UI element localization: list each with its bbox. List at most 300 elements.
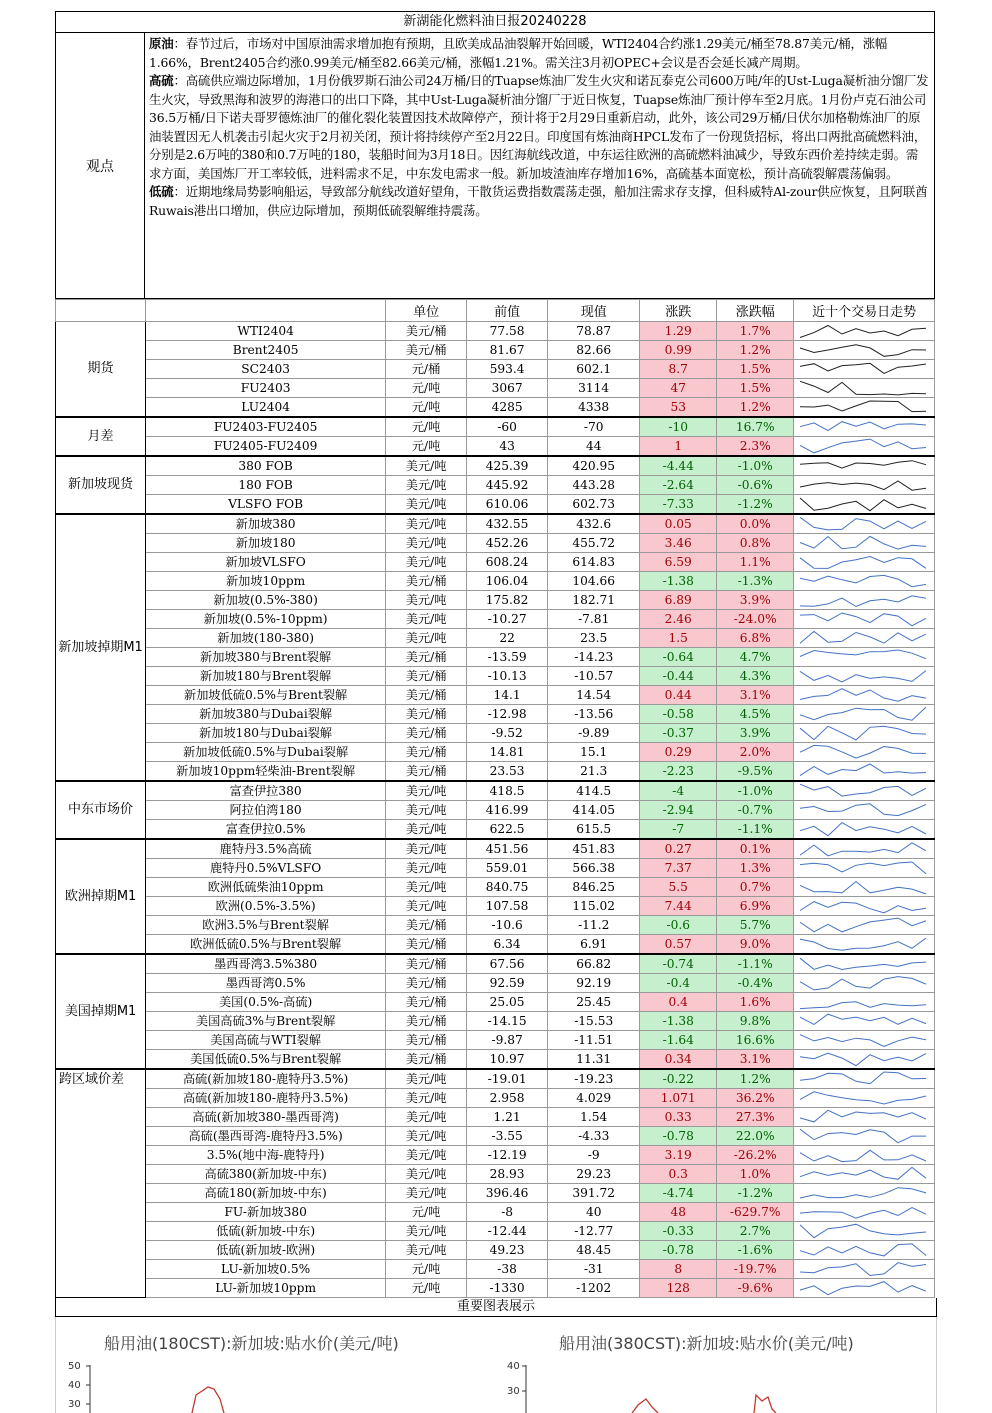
item-name-cell: 美国(0.5%-高硫) (146, 993, 386, 1012)
unit-cell: 元/吨 (386, 379, 467, 398)
header-blank-cat (56, 300, 146, 322)
change-cell: -0.37 (640, 724, 717, 743)
change-cell: 1 (640, 437, 717, 457)
item-name-cell: 鹿特丹0.5%VLSFO (146, 859, 386, 878)
prev-value-cell: 445.92 (467, 476, 548, 495)
item-name-cell: LU-新加坡10ppm (146, 1279, 386, 1298)
prev-value-cell: -38 (467, 1260, 548, 1279)
trend-sparkline (794, 1069, 935, 1089)
curr-value-cell: -10.57 (548, 667, 640, 686)
prev-value-cell: 2.958 (467, 1089, 548, 1108)
chart-180cst-ytick: 50 (68, 1361, 81, 1372)
prev-value-cell: -8 (467, 1203, 548, 1222)
table-row (56, 1031, 935, 1050)
prev-value-cell: 43 (467, 437, 548, 457)
unit-cell: 美元/桶 (386, 743, 467, 762)
prev-value-cell: 77.58 (467, 322, 548, 341)
change-cell: -0.22 (640, 1069, 717, 1089)
trend-sparkline (794, 762, 935, 782)
header-blank-name (146, 300, 386, 322)
item-name-cell: 美国低硫0.5%与Brent裂解 (146, 1050, 386, 1070)
item-name-cell: 新加坡(0.5%-10ppm) (146, 610, 386, 629)
prev-value-cell: 49.23 (467, 1241, 548, 1260)
item-name-cell: 鹿特丹3.5%高硫 (146, 839, 386, 859)
table-row (56, 417, 935, 437)
prev-value-cell: -9.52 (467, 724, 548, 743)
table-row (56, 1146, 935, 1165)
item-name-cell: LU2404 (146, 398, 386, 418)
curr-value-cell: 414.5 (548, 781, 640, 801)
table-row (56, 1127, 935, 1146)
unit-cell: 元/吨 (386, 1279, 467, 1298)
curr-value-cell: 44 (548, 437, 640, 457)
category-cell: 新加坡现货 (56, 456, 146, 514)
curr-value-cell: -31 (548, 1260, 640, 1279)
curr-value-cell: 82.66 (548, 341, 640, 360)
prev-value-cell: 175.82 (467, 591, 548, 610)
table-row (56, 572, 935, 591)
prev-value-cell: -12.98 (467, 705, 548, 724)
change-cell: 8.7 (640, 360, 717, 379)
table-row (56, 534, 935, 553)
item-name-cell: 新加坡180 (146, 534, 386, 553)
prev-value-cell: -10.6 (467, 916, 548, 935)
unit-cell: 美元/桶 (386, 916, 467, 935)
change-pct-cell: 1.1% (717, 553, 794, 572)
prev-value-cell: -12.44 (467, 1222, 548, 1241)
change-cell: 0.4 (640, 993, 717, 1012)
trend-sparkline (794, 322, 935, 341)
unit-cell: 美元/桶 (386, 954, 467, 974)
curr-value-cell: 40 (548, 1203, 640, 1222)
prev-value-cell: 559.01 (467, 859, 548, 878)
prev-value-cell: 106.04 (467, 572, 548, 591)
table-row (56, 1108, 935, 1127)
charts-title: 重要图表展示 (55, 1298, 937, 1317)
trend-sparkline (794, 743, 935, 762)
curr-value-cell: 66.82 (548, 954, 640, 974)
trend-sparkline (794, 534, 935, 553)
curr-value-cell: 1.54 (548, 1108, 640, 1127)
change-pct-cell: -1.3% (717, 572, 794, 591)
unit-cell: 美元/吨 (386, 476, 467, 495)
unit-cell: 美元/吨 (386, 629, 467, 648)
unit-cell: 美元/吨 (386, 1127, 467, 1146)
prev-value-cell: 451.56 (467, 839, 548, 859)
category-cell: 期货 (56, 322, 146, 418)
view-text (145, 33, 934, 298)
prev-value-cell: 28.93 (467, 1165, 548, 1184)
trend-sparkline (794, 476, 935, 495)
curr-value-cell: 29.23 (548, 1165, 640, 1184)
curr-value-cell: 25.45 (548, 993, 640, 1012)
change-cell: -7 (640, 820, 717, 840)
item-name-cell: Brent2405 (146, 341, 386, 360)
table-row (56, 1279, 935, 1298)
table-row (56, 553, 935, 572)
unit-cell: 美元/吨 (386, 1165, 467, 1184)
unit-cell: 美元/桶 (386, 762, 467, 782)
chart-fragments (56, 1317, 936, 1413)
unit-cell: 美元/吨 (386, 610, 467, 629)
table-row (56, 360, 935, 379)
prev-value-cell: 10.97 (467, 1050, 548, 1070)
change-cell: 6.59 (640, 553, 717, 572)
unit-cell: 美元/桶 (386, 705, 467, 724)
unit-cell: 美元/桶 (386, 667, 467, 686)
table-row (56, 1050, 935, 1070)
table-row (56, 974, 935, 993)
report-sheet (55, 11, 935, 1413)
curr-value-cell: -7.81 (548, 610, 640, 629)
curr-value-cell: 23.5 (548, 629, 640, 648)
curr-value-cell: -1202 (548, 1279, 640, 1298)
trend-sparkline (794, 667, 935, 686)
change-cell: 0.34 (640, 1050, 717, 1070)
item-name-cell: 新加坡(0.5%-380) (146, 591, 386, 610)
view-paragraph-hsfo (149, 72, 930, 183)
chart-380cst-ytick: 40 (507, 1361, 520, 1372)
change-cell: 7.44 (640, 897, 717, 916)
prev-value-cell: -10.13 (467, 667, 548, 686)
hsfo-text: ：高硫供应端边际增加，1月份俄罗斯石油公司24万桶/日的Tuapse炼油厂发生火灾和诺瓦泰克公司600万吨/年的Ust-Luga凝析油分馏厂发生火灾，导致黑海和波罗的海港口的出口下降，其中Ust-Luga凝析油分馏厂于近日恢复，Tuapse炼油厂预计停车至2月底。1月份卢克石油公司36.5万桶/日下诺夫哥罗德炼油厂的催化裂化装置因技术故障停产，预计将于2月29日重新启动，此外，该公司29万桶/日伏尔加格勒炼油厂的原油装置因无人机袭击引起火灾于2月初关闭，预计将持续停产至2月22日。印度国有炼油商HPCL发布了一份现货招标，将出口两批高硫燃料油，分别是2.6万吨的380和0.7万吨的180，装船时间为3月18日。因红海航线改道，中东运往欧洲的高硫燃料油减少，导致东西价差持续走弱。需求方面，美国炼厂开工率较低，进料需求不足，中东发电需求一般。新加坡渣油库存增加16%，高硫基本面宽松，预计高硫裂解震荡偏弱。 (149, 73, 929, 181)
change-cell: 8 (640, 1260, 717, 1279)
prev-value-cell: -10.27 (467, 610, 548, 629)
unit-cell: 美元/桶 (386, 1012, 467, 1031)
view-label: 观点 (56, 33, 145, 298)
item-name-cell: SC2403 (146, 360, 386, 379)
change-pct-cell: 16.7% (717, 417, 794, 437)
trend-sparkline (794, 610, 935, 629)
unit-cell: 美元/吨 (386, 1108, 467, 1127)
unit-cell: 美元/吨 (386, 878, 467, 897)
item-name-cell: 180 FOB (146, 476, 386, 495)
change-cell: 7.37 (640, 859, 717, 878)
change-cell: 0.05 (640, 514, 717, 534)
curr-value-cell: 15.1 (548, 743, 640, 762)
crude-heading: 原油 (149, 36, 174, 51)
trend-sparkline (794, 1184, 935, 1203)
change-cell: 0.57 (640, 935, 717, 955)
trend-sparkline (794, 360, 935, 379)
trend-sparkline (794, 437, 935, 457)
trend-sparkline (794, 1031, 935, 1050)
category-cell: 月差 (56, 417, 146, 456)
change-pct-cell: -1.0% (717, 456, 794, 476)
change-cell: 128 (640, 1279, 717, 1298)
trend-sparkline (794, 572, 935, 591)
change-cell: -0.4 (640, 974, 717, 993)
change-cell: -0.58 (640, 705, 717, 724)
change-cell: 2.46 (640, 610, 717, 629)
trend-sparkline (794, 935, 935, 955)
prev-value-cell: 1.21 (467, 1108, 548, 1127)
change-cell: -2.23 (640, 762, 717, 782)
item-name-cell: 新加坡380 (146, 514, 386, 534)
change-pct-cell: 3.9% (717, 591, 794, 610)
table-row (56, 591, 935, 610)
unit-cell: 元/吨 (386, 398, 467, 418)
unit-cell: 美元/桶 (386, 724, 467, 743)
change-pct-cell: 6.9% (717, 897, 794, 916)
curr-value-cell: 6.91 (548, 935, 640, 955)
prev-value-cell: 107.58 (467, 897, 548, 916)
trend-sparkline (794, 781, 935, 801)
unit-cell: 美元/吨 (386, 534, 467, 553)
table-row (56, 476, 935, 495)
unit-cell: 美元/吨 (386, 456, 467, 476)
trend-sparkline (794, 495, 935, 515)
trend-sparkline (794, 974, 935, 993)
change-pct-cell: 0.8% (717, 534, 794, 553)
change-pct-cell: -9.5% (717, 762, 794, 782)
unit-cell: 元/桶 (386, 360, 467, 379)
change-cell: -4.44 (640, 456, 717, 476)
change-pct-cell: 1.2% (717, 341, 794, 360)
change-pct-cell: -24.0% (717, 610, 794, 629)
report-title: 新湖能化燃料油日报20240228 (55, 11, 935, 33)
table-row (56, 743, 935, 762)
change-cell: 0.99 (640, 341, 717, 360)
change-cell: -0.78 (640, 1241, 717, 1260)
curr-value-cell: 414.05 (548, 801, 640, 820)
curr-value-cell: -11.2 (548, 916, 640, 935)
item-name-cell: 380 FOB (146, 456, 386, 476)
prev-value-cell: 14.81 (467, 743, 548, 762)
change-cell: -2.94 (640, 801, 717, 820)
curr-value-cell: -19.23 (548, 1069, 640, 1089)
change-pct-cell: 1.7% (717, 322, 794, 341)
item-name-cell: 高硫180(新加坡-中东) (146, 1184, 386, 1203)
table-row (56, 610, 935, 629)
change-cell: -0.78 (640, 1127, 717, 1146)
curr-value-cell: 443.28 (548, 476, 640, 495)
change-pct-cell: 3.1% (717, 1050, 794, 1070)
change-pct-cell: -1.1% (717, 820, 794, 840)
change-pct-cell: -9.6% (717, 1279, 794, 1298)
change-pct-cell: 5.7% (717, 916, 794, 935)
change-cell: -4 (640, 781, 717, 801)
change-cell: -0.6 (640, 916, 717, 935)
table-row (56, 897, 935, 916)
trend-sparkline (794, 878, 935, 897)
unit-cell: 美元/吨 (386, 1184, 467, 1203)
trend-sparkline (794, 379, 935, 398)
table-row (56, 935, 935, 955)
table-row (56, 1184, 935, 1203)
change-pct-cell: -0.6% (717, 476, 794, 495)
curr-value-cell: -11.51 (548, 1031, 640, 1050)
trend-sparkline (794, 1241, 935, 1260)
item-name-cell: 新加坡10ppm轻柴油-Brent裂解 (146, 762, 386, 782)
chart-180cst-ytick: 40 (68, 1380, 81, 1391)
change-cell: 6.89 (640, 591, 717, 610)
curr-value-cell: 14.54 (548, 686, 640, 705)
prev-value-cell: 92.59 (467, 974, 548, 993)
change-pct-cell: 0.0% (717, 514, 794, 534)
item-name-cell: 富查伊拉380 (146, 781, 386, 801)
category-cell: 欧洲掉期M1 (56, 839, 146, 954)
prev-value-cell: 425.39 (467, 456, 548, 476)
change-pct-cell: 4.3% (717, 667, 794, 686)
unit-cell: 美元/桶 (386, 686, 467, 705)
trend-sparkline (794, 1012, 935, 1031)
curr-value-cell: -15.53 (548, 1012, 640, 1031)
change-cell: 1.5 (640, 629, 717, 648)
item-name-cell: WTI2404 (146, 322, 386, 341)
prev-value-cell: 23.53 (467, 762, 548, 782)
table-row (56, 820, 935, 840)
curr-value-cell: 104.66 (548, 572, 640, 591)
unit-cell: 美元/桶 (386, 974, 467, 993)
unit-cell: 美元/桶 (386, 322, 467, 341)
unit-cell: 美元/桶 (386, 341, 467, 360)
view-block (55, 33, 935, 299)
item-name-cell: 新加坡低硫0.5%与Brent裂解 (146, 686, 386, 705)
trend-sparkline (794, 820, 935, 840)
item-name-cell: 高硫(新加坡380-墨西哥湾) (146, 1108, 386, 1127)
view-paragraph-lsfo (149, 183, 930, 220)
change-cell: 1.29 (640, 322, 717, 341)
table-row (56, 398, 935, 418)
category-cell: 中东市场价 (56, 781, 146, 839)
table-row (56, 801, 935, 820)
unit-cell: 美元/吨 (386, 591, 467, 610)
unit-cell: 美元/吨 (386, 1241, 467, 1260)
prev-value-cell: -9.87 (467, 1031, 548, 1050)
change-cell: -2.64 (640, 476, 717, 495)
prev-value-cell: 67.56 (467, 954, 548, 974)
item-name-cell: 阿拉伯湾180 (146, 801, 386, 820)
change-pct-cell: 1.2% (717, 398, 794, 418)
change-pct-cell: 2.7% (717, 1222, 794, 1241)
item-name-cell: 墨西哥湾3.5%380 (146, 954, 386, 974)
table-row (56, 456, 935, 476)
table-row (56, 781, 935, 801)
change-pct-cell: 36.2% (717, 1089, 794, 1108)
curr-value-cell: -14.23 (548, 648, 640, 667)
table-row (56, 1241, 935, 1260)
chart-380cst-title: 船用油(380CST):新加坡:贴水价(美元/吨) (559, 1334, 854, 1353)
item-name-cell: 低硫(新加坡-中东) (146, 1222, 386, 1241)
prev-value-cell: -3.55 (467, 1127, 548, 1146)
price-table (55, 299, 935, 1298)
trend-sparkline (794, 859, 935, 878)
header-curr: 现值 (548, 300, 640, 322)
curr-value-cell: 432.6 (548, 514, 640, 534)
change-cell: -7.33 (640, 495, 717, 515)
change-cell: 53 (640, 398, 717, 418)
trend-sparkline (794, 417, 935, 437)
prev-value-cell: 416.99 (467, 801, 548, 820)
curr-value-cell: 11.31 (548, 1050, 640, 1070)
change-pct-cell: 4.5% (717, 705, 794, 724)
item-name-cell: 高硫(墨西哥湾-鹿特丹3.5%) (146, 1127, 386, 1146)
change-cell: 0.44 (640, 686, 717, 705)
unit-cell: 美元/吨 (386, 859, 467, 878)
item-name-cell: 新加坡(180-380) (146, 629, 386, 648)
change-pct-cell: 9.8% (717, 1012, 794, 1031)
trend-sparkline (794, 1279, 935, 1298)
trend-sparkline (794, 1146, 935, 1165)
trend-sparkline (794, 341, 935, 360)
trend-sparkline (794, 839, 935, 859)
unit-cell: 美元/吨 (386, 1089, 467, 1108)
prev-value-cell: 622.5 (467, 820, 548, 840)
item-name-cell: FU2405-FU2409 (146, 437, 386, 457)
item-name-cell: 墨西哥湾0.5% (146, 974, 386, 993)
table-row (56, 341, 935, 360)
change-cell: -4.74 (640, 1184, 717, 1203)
change-pct-cell: 22.0% (717, 1127, 794, 1146)
item-name-cell: 低硫(新加坡-欧洲) (146, 1241, 386, 1260)
change-cell: 0.27 (640, 839, 717, 859)
unit-cell: 美元/桶 (386, 1050, 467, 1070)
table-row (56, 1260, 935, 1279)
prev-value-cell: -60 (467, 417, 548, 437)
trend-sparkline (794, 954, 935, 974)
item-name-cell: LU-新加坡0.5% (146, 1260, 386, 1279)
change-cell: 3.19 (640, 1146, 717, 1165)
change-pct-cell: 0.1% (717, 839, 794, 859)
change-cell: 47 (640, 379, 717, 398)
prev-value-cell: 25.05 (467, 993, 548, 1012)
change-pct-cell: 2.3% (717, 437, 794, 457)
item-name-cell: 新加坡380与Brent裂解 (146, 648, 386, 667)
prev-value-cell: 6.34 (467, 935, 548, 955)
curr-value-cell: 182.71 (548, 591, 640, 610)
trend-sparkline (794, 591, 935, 610)
table-row (56, 1203, 935, 1222)
item-name-cell: FU2403-FU2405 (146, 417, 386, 437)
chart-380cst-ytick: 30 (507, 1386, 520, 1397)
chart-180cst-ytick: 30 (68, 1399, 81, 1410)
curr-value-cell: 602.73 (548, 495, 640, 515)
prev-value-cell: 452.26 (467, 534, 548, 553)
unit-cell: 元/吨 (386, 417, 467, 437)
change-pct-cell: -1.1% (717, 954, 794, 974)
table-header-row (56, 300, 935, 322)
curr-value-cell: 846.25 (548, 878, 640, 897)
item-name-cell: 新加坡180与Brent裂解 (146, 667, 386, 686)
change-cell: -0.33 (640, 1222, 717, 1241)
table-row (56, 859, 935, 878)
unit-cell: 美元/桶 (386, 935, 467, 955)
prev-value-cell: -12.19 (467, 1146, 548, 1165)
change-cell: 3.46 (640, 534, 717, 553)
trend-sparkline (794, 724, 935, 743)
change-cell: -0.64 (640, 648, 717, 667)
change-pct-cell: 3.9% (717, 724, 794, 743)
change-pct-cell: -1.2% (717, 1184, 794, 1203)
item-name-cell: 欧洲3.5%与Brent裂解 (146, 916, 386, 935)
change-pct-cell: 6.8% (717, 629, 794, 648)
trend-sparkline (794, 1203, 935, 1222)
curr-value-cell: 3114 (548, 379, 640, 398)
hsfo-heading: 高硫 (149, 73, 174, 88)
change-cell: 5.5 (640, 878, 717, 897)
unit-cell: 美元/吨 (386, 495, 467, 515)
prev-value-cell: 3067 (467, 379, 548, 398)
change-cell: 1.071 (640, 1089, 717, 1108)
table-row (56, 916, 935, 935)
header-prev: 前值 (467, 300, 548, 322)
change-pct-cell: -0.4% (717, 974, 794, 993)
unit-cell: 元/吨 (386, 437, 467, 457)
table-row (56, 954, 935, 974)
trend-sparkline (794, 629, 935, 648)
change-pct-cell: 2.0% (717, 743, 794, 762)
